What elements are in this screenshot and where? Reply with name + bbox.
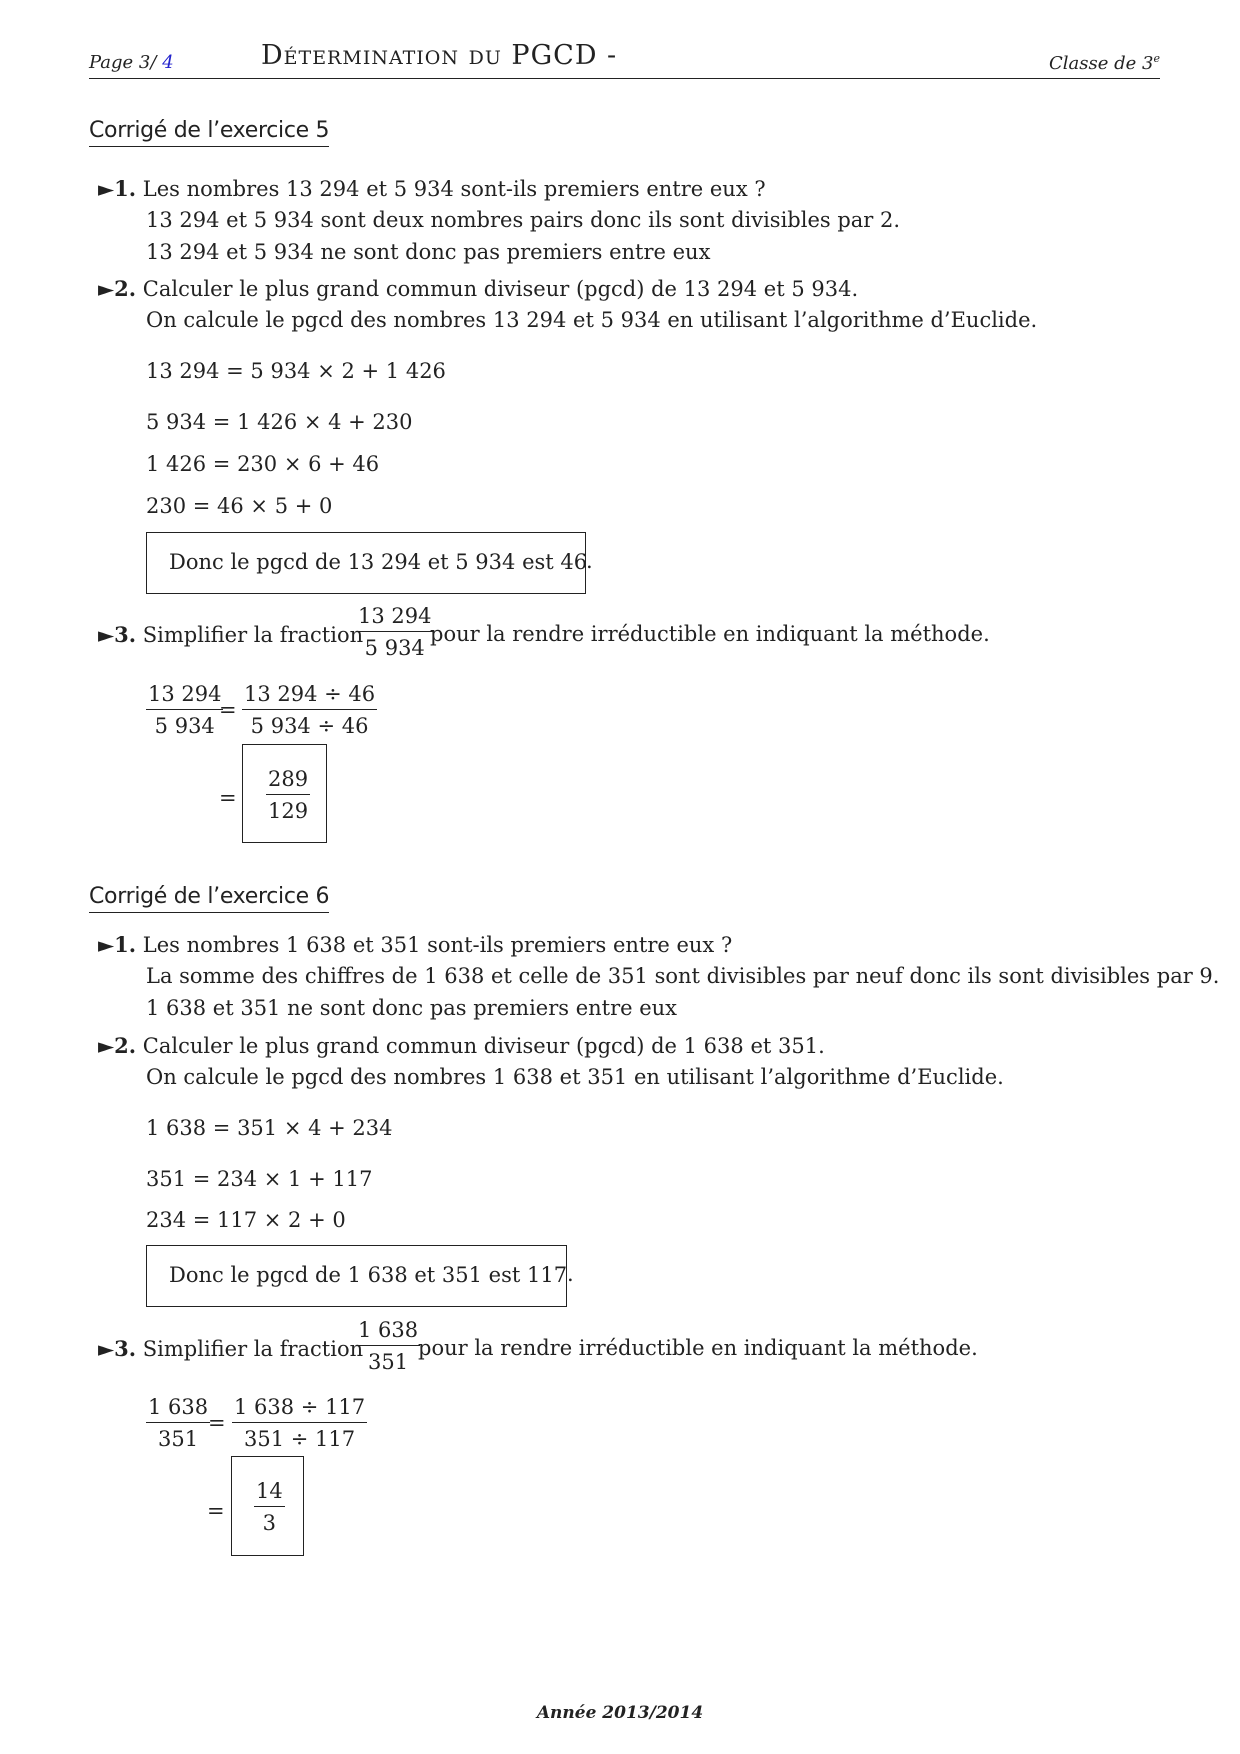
answer-intro: On calcule le pgcd des nombres 1 638 et 351 en utilisant l’algorithme d’Euclide. (146, 1065, 1004, 1089)
equals-sign: = (219, 786, 237, 810)
result-period: . (586, 549, 593, 573)
page-header (89, 42, 1160, 79)
euclid-step: 1 638 = 351 × 4 + 234 (146, 1116, 393, 1140)
fraction-result: $\frac{14}{3}$ (256, 1479, 283, 1535)
page-total-link[interactable]: 4 (162, 52, 174, 73)
answer-intro: On calcule le pgcd des nombres 13 294 et 5 934 en utilisant l’algorithme d’Euclide. (146, 308, 1038, 332)
euclid-step: 230 = 46 × 5 + 0 (146, 494, 333, 518)
fraction-result: $\frac{289}{129}$ (268, 767, 309, 823)
question-3-rest: pour la rendre irréductible en indiquant la méthode. (418, 1336, 978, 1360)
document-title: Détermination du PGCD - (261, 40, 618, 71)
class-label: Classe de 3e (1049, 52, 1160, 74)
result-period: . (567, 1262, 574, 1286)
question-fraction: $\frac{1 638}{351}$ (358, 1318, 419, 1374)
result-text: Donc le pgcd de 13 294 et 5 934 est 46 (169, 550, 588, 574)
fraction-original: $\frac{13 294}{5 934}$ (148, 682, 222, 738)
question-3-ex6: ►3. Simplifier la fraction (98, 1336, 364, 1361)
question-2-ex6: ►2. Calculer le plus grand commun diviseur (pgcd) de 1 638 et 351. (98, 1033, 825, 1058)
euclid-step: 13 294 = 5 934 × 2 + 1 426 (146, 359, 446, 383)
fraction-divided: $\frac{13 294 \div 46}{5 934 \div 46}$ (244, 682, 376, 738)
equals-sign: = (219, 698, 237, 722)
result-box (146, 532, 586, 594)
page-footer-year: Année 2013/2014 (536, 1703, 704, 1723)
question-fraction: $\frac{13 294}{5 934}$ (358, 604, 432, 660)
question-3-ex5: ►3. Simplifier la fraction (98, 622, 364, 647)
euclid-step: 234 = 117 × 2 + 0 (146, 1208, 346, 1232)
question-2-ex5: ►2. Calculer le plus grand commun diviseur (pgcd) de 13 294 et 5 934. (98, 276, 859, 301)
question-1-ex5: ►1. Les nombres 13 294 et 5 934 sont-ils premiers entre eux ? (98, 176, 766, 201)
euclid-step: 1 426 = 230 × 6 + 46 (146, 452, 380, 476)
answer-line: 1 638 et 351 ne sont donc pas premiers entre eux (146, 996, 678, 1020)
equals-sign: = (207, 1499, 225, 1523)
euclid-step: 351 = 234 × 1 + 117 (146, 1167, 373, 1191)
fraction-result-box (242, 744, 327, 843)
result-text: Donc le pgcd de 1 638 et 351 est 117 (169, 1263, 568, 1287)
answer-line: 13 294 et 5 934 sont deux nombres pairs donc ils sont divisibles par 2. (146, 208, 901, 232)
result-box (146, 1245, 567, 1307)
fraction-divided: $\frac{1 638 \div 117}{351 \div 117}$ (234, 1395, 366, 1451)
equals-sign: = (208, 1411, 226, 1435)
answer-line: La somme des chiffres de 1 638 et celle de 351 sont divisibles par neuf donc ils sont divisibles par 9. (146, 964, 1220, 988)
section-title-ex6: Corrigé de l’exercice 6 (89, 884, 329, 913)
fraction-result-box (231, 1456, 304, 1556)
section-title-ex5: Corrigé de l’exercice 5 (89, 118, 329, 147)
fraction-original: $\frac{1 638}{351}$ (148, 1395, 209, 1451)
page-number: Page 3/ 4 (89, 52, 174, 73)
answer-line: 13 294 et 5 934 ne sont donc pas premiers entre eux (146, 240, 711, 264)
question-3-rest: pour la rendre irréductible en indiquant la méthode. (430, 622, 990, 646)
euclid-step: 5 934 = 1 426 × 4 + 230 (146, 410, 413, 434)
question-1-ex6: ►1. Les nombres 1 638 et 351 sont-ils premiers entre eux ? (98, 932, 733, 957)
